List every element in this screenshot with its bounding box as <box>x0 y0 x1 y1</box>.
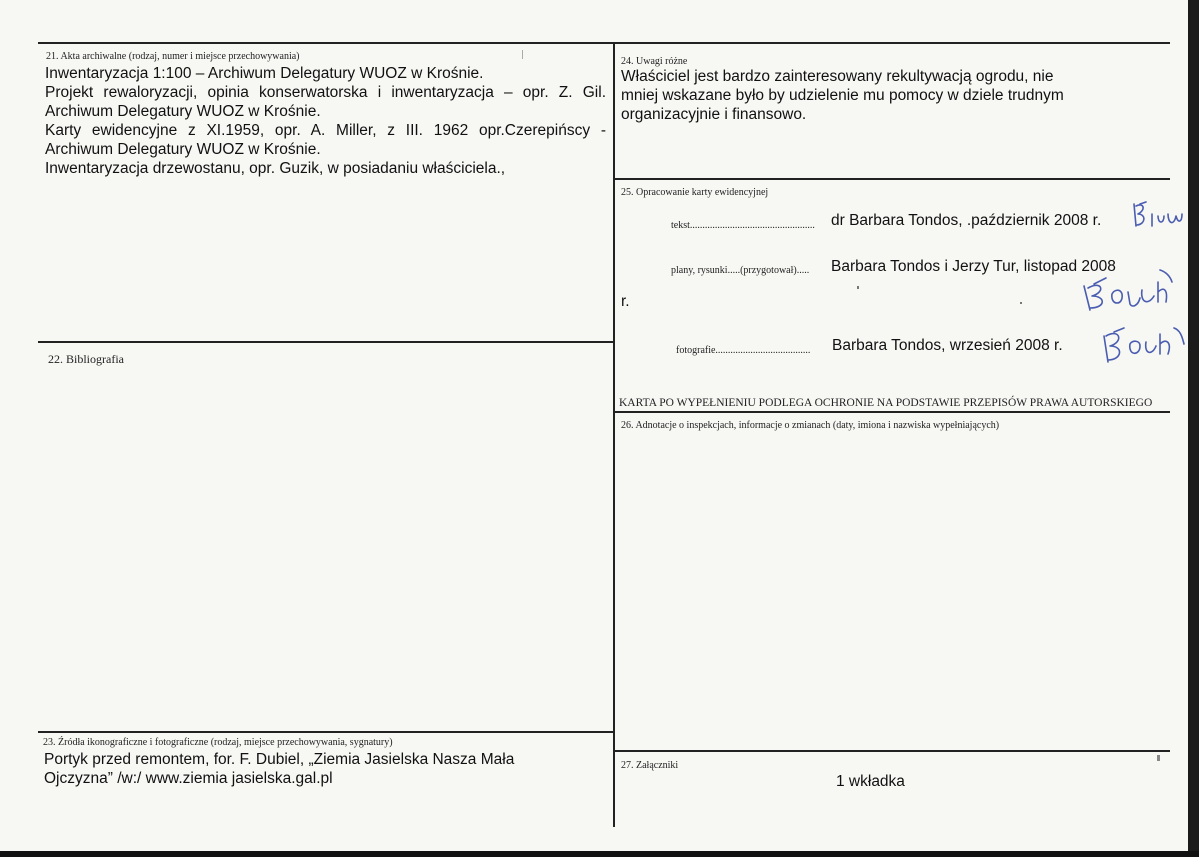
scan-right-edge <box>1188 0 1199 857</box>
scan-speck <box>522 50 523 59</box>
line-26-27 <box>614 750 1170 752</box>
section-21-line-6: Inwentaryzacja drzewostanu, opr. Guzik, w posiadaniu właściciela., <box>45 160 506 177</box>
foto-value: Barbara Tondos, wrzesień 2008 r. <box>832 337 1063 354</box>
top-border-line <box>38 42 1170 44</box>
scan-speck <box>1020 302 1022 304</box>
section-23-label: 23. Źródła ikonograficzne i fotograficzne (rodzaj, miejsce przechowywania, sygnatury) <box>43 737 393 748</box>
line-25-26 <box>614 411 1170 413</box>
copyright-notice: KARTA PO WYPEŁNIENIU PODLEGA OCHRONIE NA PODSTAWIE PRZEPISÓW PRAWA AUTORSKIEGO <box>619 397 1153 409</box>
section-21-text <box>45 64 606 178</box>
section-24-text <box>621 67 1161 124</box>
line-22-23 <box>38 731 613 733</box>
center-divider <box>613 42 615 827</box>
section-24-line-1: Właściciel jest bardzo zainteresowany rekultywacją ogrodu, nie <box>621 68 1054 85</box>
foto-label: fotografie...................................... <box>676 345 811 356</box>
line-21-22 <box>38 341 613 343</box>
section-24-line-2: mniej wskazane było by udzielenie mu pomocy w dziele trudnym <box>621 87 1064 104</box>
signature-3 <box>1100 322 1186 364</box>
section-21-line-5: Archiwum Delegatury WUOZ w Krośnie. <box>45 141 321 158</box>
section-21-line-2: Projekt rewaloryzacji, opinia konserwatorska i inwentaryzacja – opr. Z. Gil. <box>45 84 606 101</box>
plany-continuation: r. <box>621 293 630 310</box>
section-27-label: 27. Załączniki <box>621 760 679 771</box>
tekst-value: dr Barbara Tondos, .październik 2008 r. <box>831 212 1102 229</box>
section-26-label: 26. Adnotacje o inspekcjach, informacje o zmianach (daty, imiona i nazwiska wypełniających) <box>621 420 1000 431</box>
plany-value: Barbara Tondos i Jerzy Tur, listopad 2008 <box>831 258 1116 275</box>
section-22-label: 22. Bibliografia <box>48 352 124 366</box>
line-24-25 <box>614 178 1170 180</box>
section-23-line-1: Portyk przed remontem, for. F. Dubiel, „Ziemia Jasielska Nasza Mała <box>44 751 515 768</box>
scan-speck <box>1157 755 1160 761</box>
tekst-label: tekst.................................................. <box>671 220 815 231</box>
section-21-line-3: Archiwum Delegatury WUOZ w Krośnie. <box>45 103 321 120</box>
section-21-line-4: Karty ewidencyjne z XI.1959, opr. A. Miller, z III. 1962 opr.Czerepińscy - <box>45 122 606 139</box>
signature-2 <box>1076 262 1176 314</box>
plany-label: plany, rysunki.....(przygotował)..... <box>671 265 810 276</box>
section-24-line-3: organizacyjnie i finansowo. <box>621 106 807 123</box>
attachments-value: 1 wkładka <box>836 773 905 790</box>
section-24-label: 24. Uwagi różne <box>621 56 688 67</box>
section-23-text <box>44 750 584 788</box>
section-23-line-2: Ojczyzna” /w:/ www.ziemia jasielska.gal.pl <box>44 770 333 787</box>
signature-1 <box>1130 200 1186 230</box>
scan-bottom-edge <box>0 851 1199 857</box>
section-25-label: 25. Opracowanie karty ewidencyjnej <box>621 187 769 198</box>
section-21-label: 21. Akta archiwalne (rodzaj, numer i miejsce przechowywania) <box>46 51 300 62</box>
scan-speck <box>857 286 859 289</box>
section-21-line-1: Inwentaryzacja 1:100 – Archiwum Delegatury WUOZ w Krośnie. <box>45 65 484 82</box>
